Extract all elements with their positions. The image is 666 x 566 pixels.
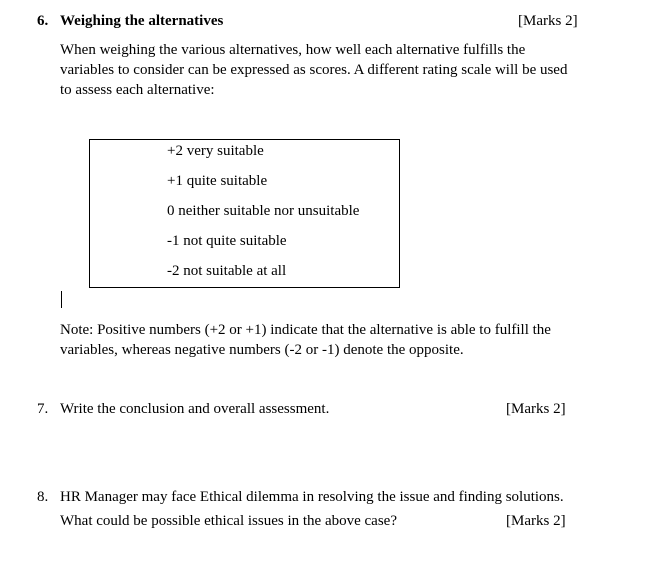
q6-intro-line-3: to assess each alternative: (60, 82, 215, 98)
rating-plus-1: +1 quite suitable (167, 173, 268, 189)
q6-note-line-1: Note: Positive numbers (+2 or +1) indicate that the alternative is able to fulfill the (60, 322, 551, 338)
q6-marks: [Marks 2] (518, 13, 578, 29)
q8-number: 8. (37, 489, 49, 505)
q6-number: 6. (37, 13, 49, 29)
q8-line-2: What could be possible ethical issues in the above case? (60, 513, 397, 529)
rating-minus-2: -2 not suitable at all (167, 263, 287, 279)
q6-intro-line-2: variables to consider can be expressed as scores. A different rating scale will be used (60, 62, 568, 78)
text-cursor (61, 291, 62, 308)
q6-title: Weighing the alternatives (60, 13, 224, 29)
rating-plus-2: +2 very suitable (167, 143, 264, 159)
q6-intro-line-1: When weighing the various alternatives, how well each alternative fulfills the (60, 42, 526, 58)
rating-scale-box (89, 139, 400, 288)
q7-number: 7. (37, 401, 49, 417)
q8-line-1: HR Manager may face Ethical dilemma in resolving the issue and finding solutions. (60, 489, 564, 505)
rating-minus-1: -1 not quite suitable (167, 233, 287, 249)
q7-marks: [Marks 2] (506, 401, 566, 417)
q6-note-line-2: variables, whereas negative numbers (-2 or -1) denote the opposite. (60, 342, 464, 358)
q7-text: Write the conclusion and overall assessment. (60, 401, 330, 417)
rating-zero: 0 neither suitable nor unsuitable (167, 203, 360, 219)
q8-marks: [Marks 2] (506, 513, 566, 529)
